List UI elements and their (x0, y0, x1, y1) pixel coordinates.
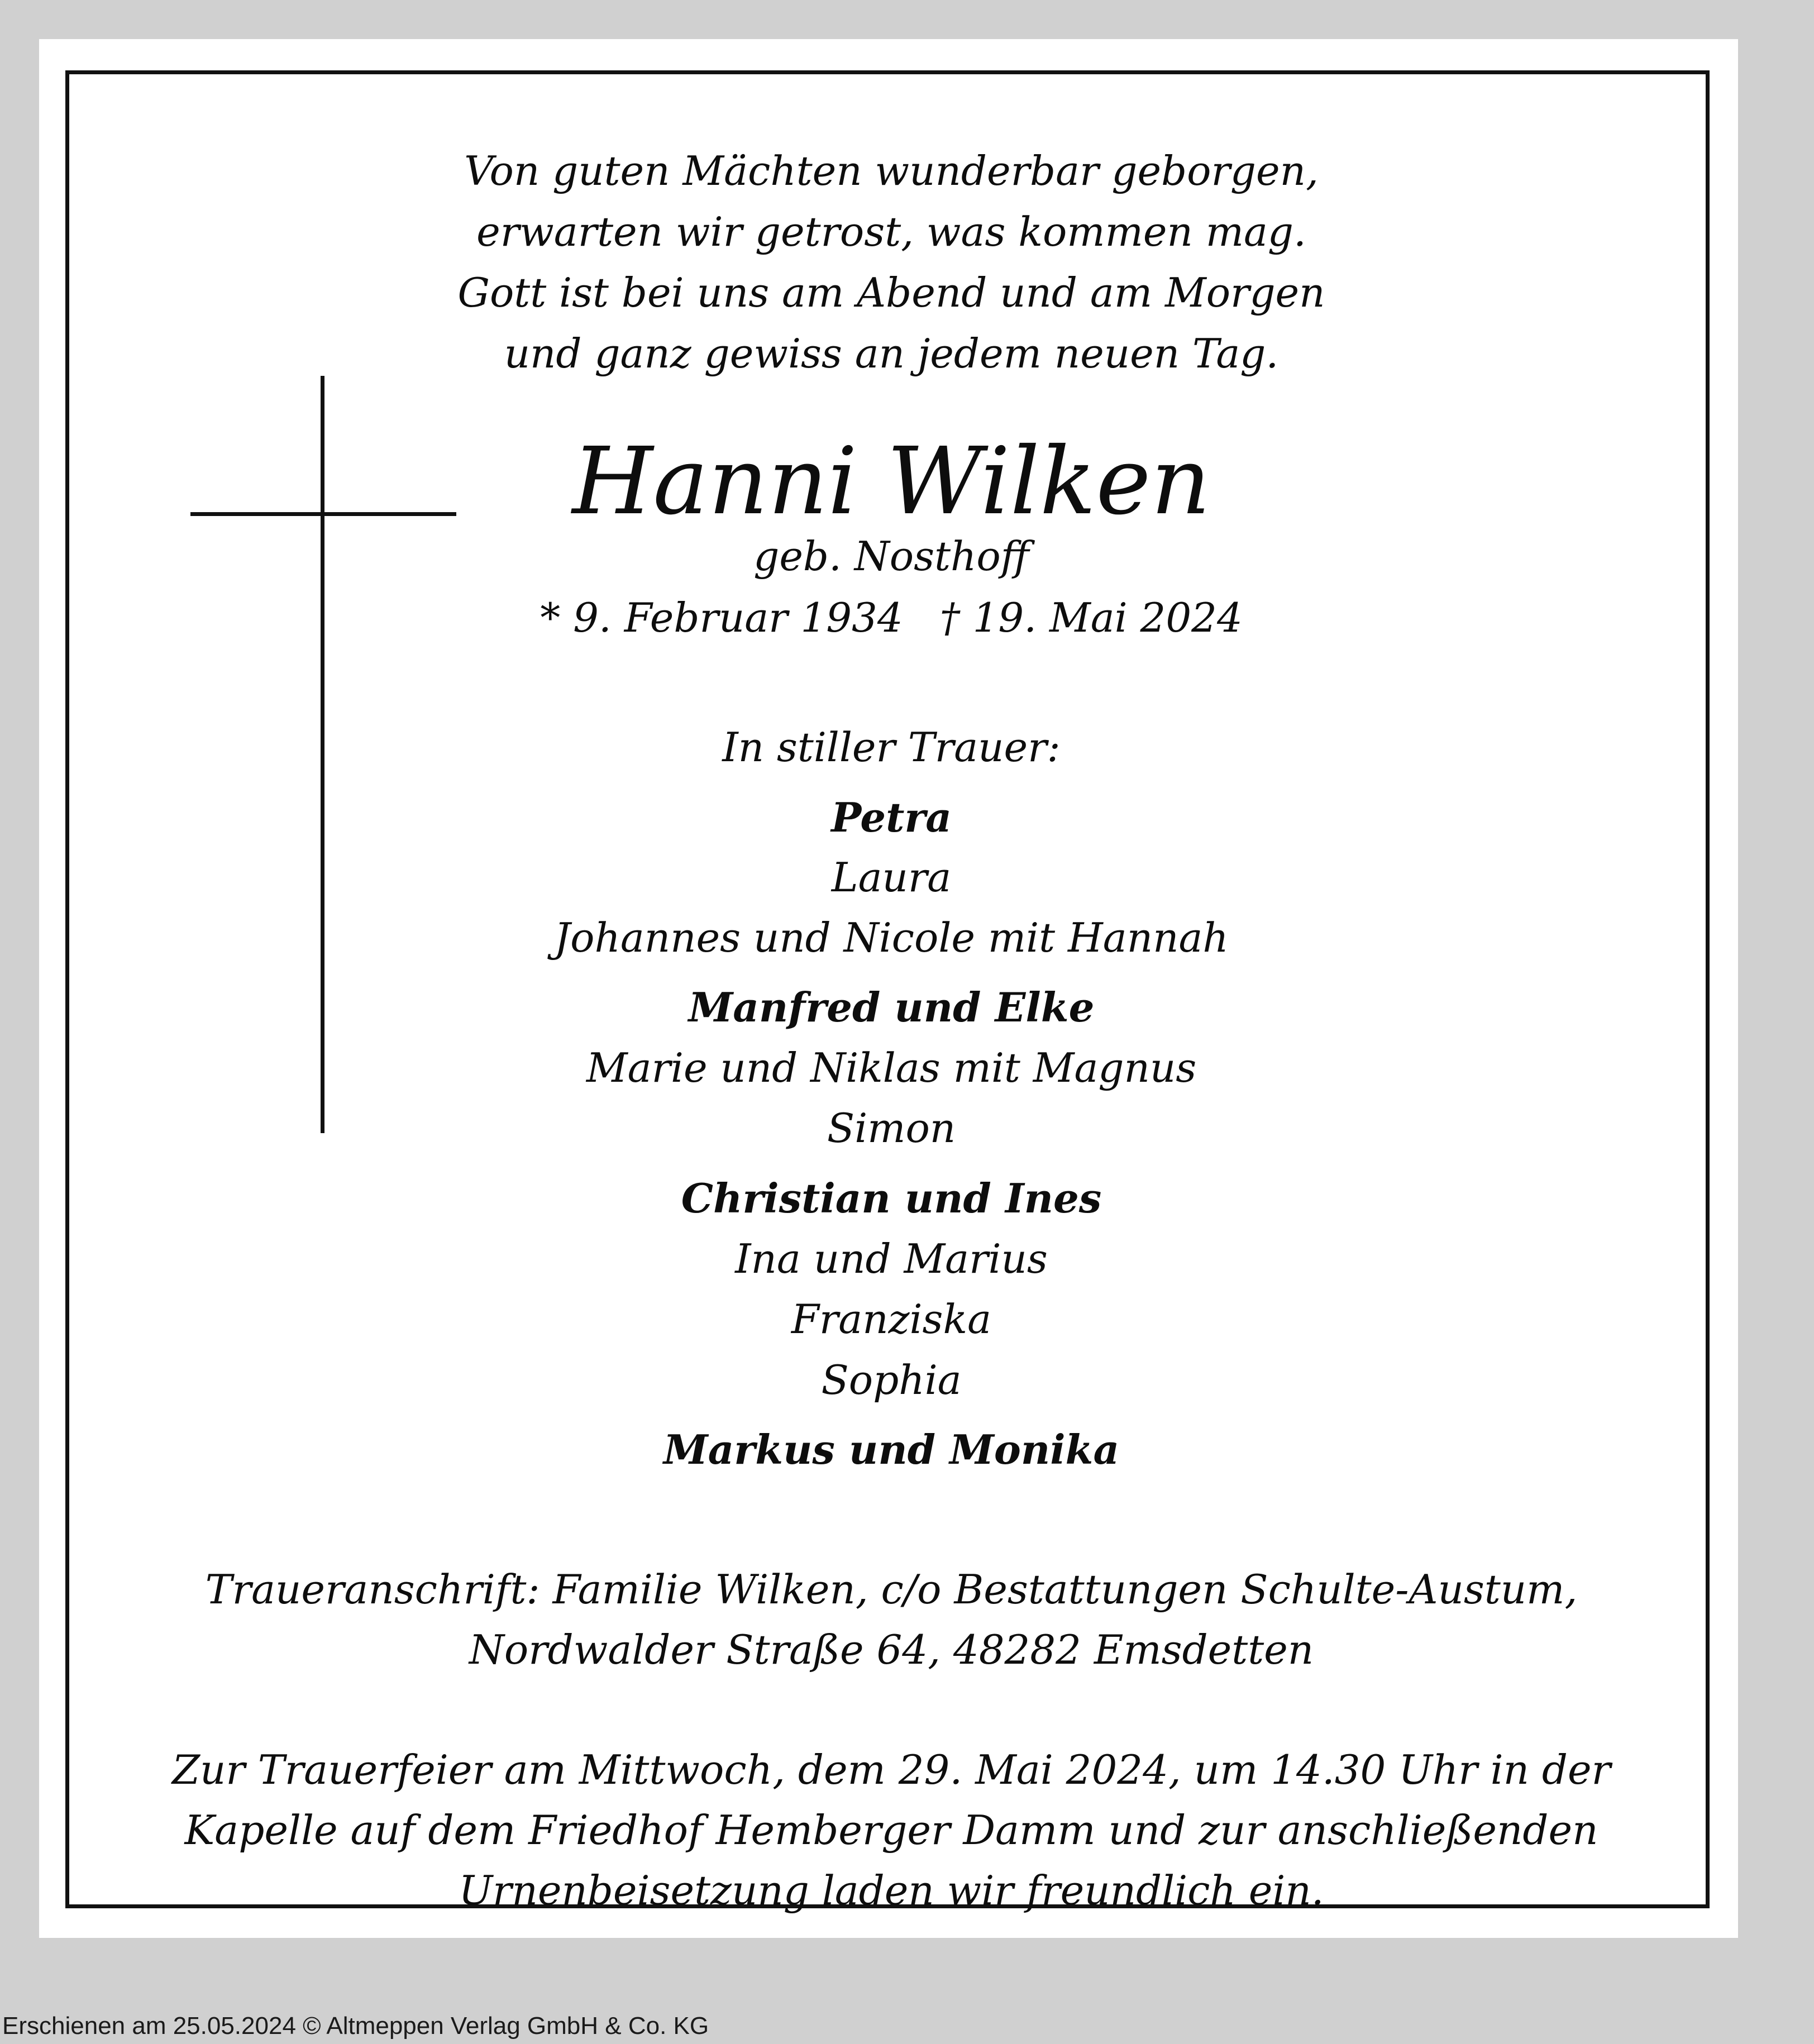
ceremony-line: Urnenbeisetzung laden wir freundlich ein. (459, 1867, 1324, 1914)
mourner-line: Laura (831, 854, 952, 901)
mourner-line: Simon (827, 1105, 956, 1152)
mourner-line: Christian und Ines (681, 1174, 1102, 1222)
obituary-notice (39, 39, 1738, 1938)
mourner-line: Petra (831, 794, 952, 841)
poem-line: Von guten Mächten wunderbar geborgen, (464, 147, 1319, 194)
mourners-intro: In stiller Trauer: (722, 724, 1061, 771)
maiden-name: geb. Nosthoff (753, 533, 1029, 580)
mourner-line: Manfred und Elke (688, 983, 1095, 1031)
notice-frame (65, 70, 1710, 1914)
poem-line: und ganz gewiss an jedem neuen Tag. (504, 330, 1279, 377)
death-date: † 19. Mai 2024 (939, 594, 1243, 641)
mourner-line: Marie und Niklas mit Magnus (586, 1044, 1197, 1091)
poem-line: Gott ist bei uns am Abend und am Morgen (457, 269, 1325, 316)
mourner-line: Johannes und Nicole mit Hannah (554, 914, 1229, 961)
ceremony-line: Kapelle auf dem Friedhof Hemberger Damm und zur anschließenden (184, 1807, 1598, 1854)
mourner-line: Ina und Marius (735, 1235, 1048, 1282)
ceremony-line: Zur Trauerfeier am Mittwoch, dem 29. Mai 2024, um 14.30 Uhr in der (172, 1746, 1611, 1793)
address-line: Traueranschrift: Familie Wilken, c/o Bestattungen Schulte-Austum, (205, 1566, 1578, 1613)
address-line: Nordwalder Straße 64, 48282 Emsdetten (469, 1626, 1314, 1673)
birth-date: * 9. Februar 1934 (540, 594, 903, 641)
mourner-line: Franziska (791, 1296, 992, 1343)
publication-footer: Erschienen am 25.05.2024 © Altmeppen Verlag GmbH & Co. KG (2, 2012, 709, 2040)
mourner-line: Sophia (821, 1357, 962, 1403)
mourner-line: Markus und Monika (663, 1426, 1120, 1473)
deceased-name: Hanni Wilken (572, 428, 1211, 536)
life-dates (69, 593, 1713, 643)
poem-line: erwarten wir getrost, was kommen mag. (476, 208, 1306, 255)
